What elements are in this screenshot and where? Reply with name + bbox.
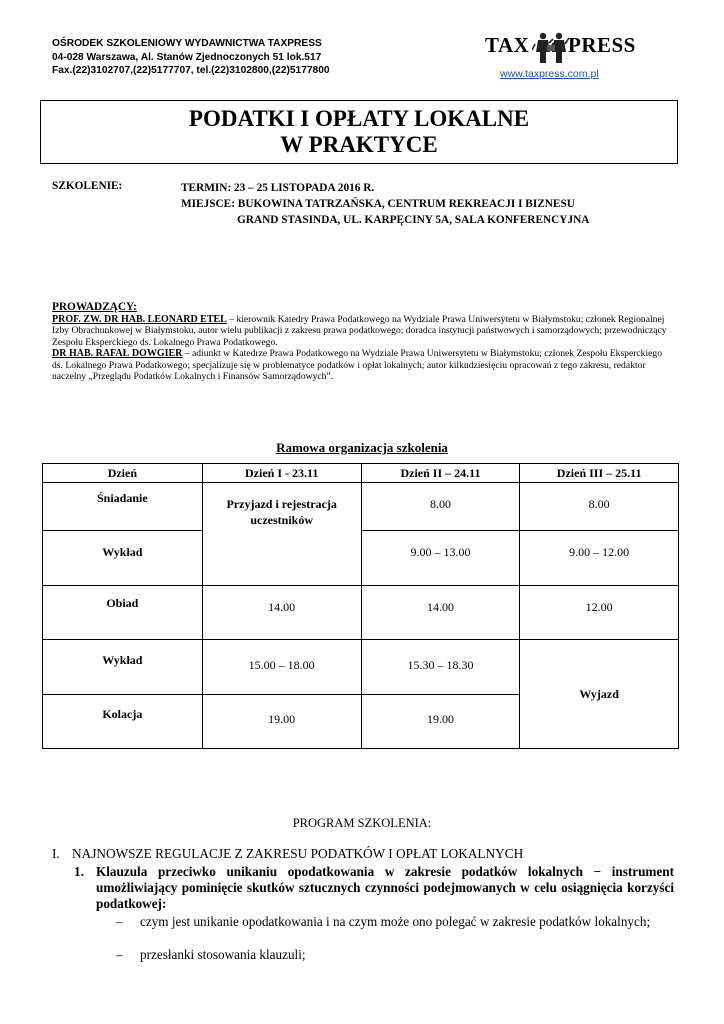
cell-lunch-d3: 12.00 [520,586,679,640]
cell-breakfast-d3: 8.00 [520,483,679,531]
training-label: SZKOLENIE: [52,180,123,192]
row-label-lecture: Wykład [43,531,203,586]
lecturers-section [52,301,674,382]
table-row [43,531,679,586]
col-header-day: Dzień [43,464,203,483]
cell-lecture2-d1: 15.00 – 18.00 [202,640,361,695]
org-address: 04-028 Warszawa, Al. Stanów Zjednoczonych 51 lok.517 [52,51,322,63]
list-item [116,947,674,963]
title-box [40,100,678,164]
lecturer-2 [52,348,674,382]
bullet-text: czym jest unikanie opodatkowania i na czym może ono polegać w zakresie podatków lokalnych; [140,914,651,929]
col-header-day1: Dzień I - 23.11 [202,464,361,483]
col-header-day2: Dzień II – 24.11 [361,464,520,483]
bullet-text: przesłanki stosowania klauzuli; [140,947,306,962]
section-number: I. [52,846,60,861]
page-subtitle: W PRAKTYCE [280,132,438,157]
item-number: 1. [74,864,84,879]
cell-lunch-d2: 14.00 [361,586,520,640]
bullet-dash: – [116,947,123,962]
schedule-title: Ramowa organizacja szkolenia [276,440,448,455]
lecturer-1-name: PROF. ZW. DR HAB. LEONARD ETEL [52,314,227,325]
cell-departure: Wyjazd [520,640,679,749]
cell-dinner-d2: 19.00 [361,695,520,749]
table-row [43,483,679,531]
cell-dinner-d1: 19.00 [202,695,361,749]
cell-arrival [202,483,361,586]
program-title: PROGRAM SZKOLENIA: [292,816,432,830]
lecturer-2-desc: – adiunkt w Katedrze Prawa Podatkowego na Wydziale Prawa Uniwersytetu w Białymstoku; członek Zespołu Eksperckiego ds. Lokalnego Prawa Podatkowego; specjalizuje się w problematyce podatków i opłat lokalnych; autor kilkudziesięciu opracowań z tego zakresu, redaktor naczelny „Przeglądu Podatków Lokalnych i Finansów Samorządowych”. [52,348,662,383]
section-title: NAJNOWSZE REGULACJE Z ZAKRESU PODATKÓW I OPŁAT LOKALNYCH [72,846,524,861]
program-item [74,864,674,912]
cell-lecture1-d2: 9.00 – 13.00 [361,531,520,586]
logo-figures-icon [532,30,570,64]
training-details [181,180,589,228]
row-label-lecture-2: Wykład [43,640,203,695]
row-label-dinner: Kolacja [43,695,203,749]
bullet-dash: – [116,914,123,929]
logo-text-left: TAX [485,33,530,57]
cell-lecture1-d3: 9.00 – 12.00 [520,531,679,586]
col-header-day3: Dzień III – 25.11 [520,464,679,483]
program-section [52,846,523,862]
list-item [116,914,674,930]
page-title: PODATKI I OPŁATY LOKALNE [188,106,530,131]
org-contact: Fax.(22)3102707,(22)5177707, tel.(22)3102800,(22)5177800 [52,65,330,77]
item-text: Klauzula przeciwko unikaniu opodatkowania w zakresie podatków lokalnych − instrument umożliwiający pominięcie skutków sztucznych czynności podejmowanych w celu osiągnięcia korzyści podatkowej: [96,864,674,911]
cell-lecture2-d2: 15.30 – 18.30 [361,640,520,695]
organization-header [52,37,330,78]
table-row [43,640,679,695]
training-place: MIEJSCE: BUKOWINA TATRZAŃSKA, CENTRUM REKREACJI I BIZNESU [181,198,575,210]
arrival-text: Przyjazd i rejestracja uczestników [226,497,337,527]
lecturer-2-name: DR HAB. RAFAŁ DOWGIER [52,348,183,360]
website-link[interactable]: www.taxpress.com.pl [500,68,599,80]
org-name: OŚRODEK SZKOLENIOWY WYDAWNICTWA TAXPRESS [52,38,322,49]
cell-lunch-d1: 14.00 [202,586,361,640]
taxpress-logo [485,30,645,66]
lecturers-heading: PROWADZĄCY: [52,301,137,313]
table-row [43,586,679,640]
lecturer-1-desc: – kierownik Katedry Prawa Podatkowego na Wydziale Prawa Uniwersytetu w Białymstoku; członek Regionalnej Izby Obrachunkowej w Białymstoku, autor wielu publikacji z zakresu prawa podatkowego; doradca instytucji państwowych i samorządowych; przewodniczący Zespołu Eksperckiego ds. Lokalnego Prawa Podatkowego. [52,314,667,348]
schedule-table [42,463,679,749]
table-header-row [43,464,679,483]
row-label-lunch: Obiad [43,586,203,640]
lecturer-1 [52,314,674,348]
training-term: TERMIN: 23 – 25 LISTOPADA 2016 R. [181,182,375,194]
row-label-breakfast: Śniadanie [43,483,203,531]
cell-breakfast-d2: 8.00 [361,483,520,531]
logo-text-right: PRESS [568,33,636,57]
training-place-cont: GRAND STASINDA, UL. KARPĘCINY 5A, SALA KONFERENCYJNA [237,214,590,226]
